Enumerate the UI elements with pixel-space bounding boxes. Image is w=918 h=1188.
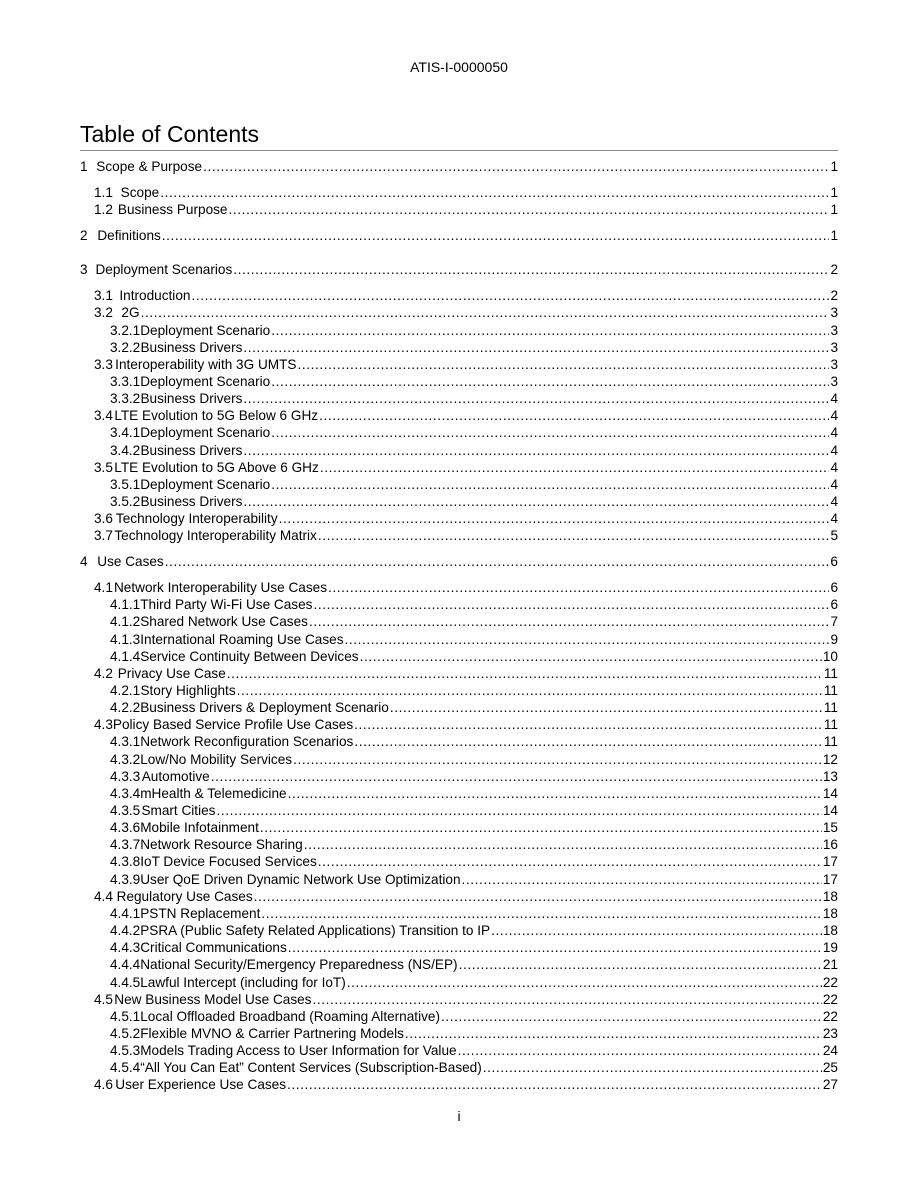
toc-entry[interactable] [110,683,838,700]
toc-entry[interactable] [110,803,838,820]
toc-entry-page: 4 [830,425,838,441]
toc-entry[interactable] [94,666,838,683]
toc-dot-leader [229,202,830,218]
toc-entry-page: 4 [830,494,838,510]
toc-entry-page: 4 [830,391,838,407]
toc-entry-page: 7 [830,614,838,630]
toc-entry-number: 4.4.2 [110,923,141,939]
toc-entry-number: 4.3.5 [110,803,141,818]
toc-dot-leader [233,262,829,278]
toc-entry[interactable] [110,597,838,614]
toc-dot-leader [354,717,823,733]
toc-entry-title: LTE Evolution to 5G Above 6 GHz [114,459,319,475]
toc-entry-number: 4.3.8 [110,854,141,870]
toc-entry-title: Automotive [141,768,210,784]
toc-entry-number: 4.5.4 [110,1060,141,1076]
toc-entry-number: 3.2.1 [110,322,141,338]
toc-entry-title: Network Interoperability Use Cases [113,580,328,596]
toc-entry-number: 1.2 [94,202,113,217]
toc-entry[interactable] [94,717,838,734]
toc-entry[interactable] [110,477,838,494]
toc-entry-number: 4.5 [94,991,113,1007]
toc-entry[interactable] [110,1009,838,1026]
toc-entry[interactable] [80,159,838,176]
toc-entry-page: 4 [830,459,838,475]
toc-entry-title: Critical Communications [140,940,287,956]
toc-entry-page: 18 [822,888,838,904]
toc-entry-title: International Roaming Use Cases [140,631,344,647]
toc-entry-title: Introduction [119,288,191,304]
toc-entry-page: 24 [822,1043,838,1059]
toc-entry-page: 14 [822,803,838,818]
toc-entry-title: Story Highlights [140,682,236,698]
toc-dot-leader [345,632,830,648]
toc-dot-leader [297,357,829,373]
toc-entry-number: 4.3.9 [110,871,141,887]
toc-entry-page: 22 [822,991,838,1007]
toc-entry-number: 3.3 [94,356,113,372]
toc-dot-leader [313,597,829,613]
toc-dot-leader [216,803,821,819]
toc-entry-number: 4.3.6 [110,820,141,836]
toc-entry-page: 1 [830,202,838,217]
toc-entry-number: 4.1.3 [110,631,141,647]
toc-entry[interactable] [110,374,838,391]
toc-entry-number: 4.2 [94,665,113,681]
toc-entry-page: 11 [823,665,838,681]
toc-entry-number: 4.2.2 [110,700,141,716]
toc-entry-title: Deployment Scenario [140,374,271,389]
toc-dot-leader [271,374,829,390]
toc-entry-title: mHealth & Telemedicine [140,785,287,801]
toc-dot-leader [243,443,829,459]
toc-dot-leader [165,554,830,570]
toc-entry[interactable] [110,837,838,854]
toc-entry-number: 3.5.2 [110,494,141,510]
toc-entry-title: Deployment Scenario [140,322,271,338]
toc-entry[interactable] [110,1026,838,1043]
toc-entry[interactable] [110,820,838,837]
toc-entry[interactable] [94,528,838,545]
toc-entry[interactable] [94,992,838,1009]
toc-entry-title: Business Drivers [140,339,243,355]
toc-entry[interactable] [80,228,838,245]
toc-entry[interactable] [80,554,838,571]
toc-entry-page: 19 [822,940,838,956]
toc-entry-title: Low/No Mobility Services [140,751,293,767]
toc-entry-title: Deployment Scenarios [95,262,233,278]
toc-entry-page: 15 [822,820,838,836]
toc-entry-number: 4.5.1 [110,1008,141,1024]
toc-entry-page: 11 [823,700,838,716]
toc-dot-leader [293,752,822,768]
toc-entry-number: 4.4.5 [110,974,141,990]
toc-entry-page: 23 [822,1025,838,1041]
toc-entry[interactable] [94,580,838,597]
toc-entry-page: 22 [822,974,838,990]
toc-entry[interactable] [80,262,838,279]
toc-entry-title: PSTN Replacement [140,905,261,921]
toc-entry-page: 16 [822,837,838,853]
toc-entry-title: Lawful Intercept (including for IoT) [140,974,346,990]
toc-entry-title: Deployment Scenario [140,476,271,492]
toc-dot-leader [483,1060,822,1076]
toc-entry[interactable] [110,632,838,649]
toc-entry-number: 4.4.4 [110,957,141,973]
toc-entry-title: Smart Cities [141,803,216,818]
toc-entry-title: Flexible MVNO & Carrier Partnering Models [140,1025,404,1041]
toc-entry[interactable] [110,391,838,408]
toc-entry[interactable] [110,1060,838,1077]
toc-entry-title: National Security/Emergency Preparedness (NS/EP) [140,957,458,973]
toc-dot-leader [309,614,829,630]
toc-dot-leader [243,391,829,407]
toc-entry-number: 3.5 [94,459,113,475]
toc-entry-title: User Experience Use Cases [115,1077,287,1093]
toc-entry-title: LTE Evolution to 5G Below 6 GHz [114,408,319,424]
toc-dot-leader [287,1077,822,1093]
toc-entry[interactable] [94,305,838,322]
toc-entry[interactable] [94,460,838,477]
toc-entry[interactable] [110,425,838,442]
toc-entry-title: User QoE Driven Dynamic Network Use Optimization [140,871,461,887]
toc-entry-number: 3.2.2 [110,339,141,355]
toc-entry-page: 1 [830,184,838,200]
toc-entry[interactable] [94,1077,838,1094]
toc-dot-leader [319,408,829,424]
toc-entry-title: Network Reconfiguration Scenarios [140,734,354,750]
toc-entry-title: Business Drivers [140,442,243,458]
toc-entry[interactable] [110,734,838,751]
toc-dot-leader [288,940,822,956]
toc-entry-title: PSRA (Public Safety Related Applications) Transition to IP [140,923,491,939]
toc-entry-number: 4.1.1 [110,597,141,613]
toc-entry-number: 3.3.1 [110,374,141,389]
toc-entry[interactable] [94,357,838,374]
toc-entry-number: 4.3.3 [110,768,141,784]
toc-entry-page: 25 [822,1060,838,1076]
toc-dot-leader [271,425,829,441]
toc-entry-page: 12 [822,751,838,767]
toc-entry[interactable] [94,202,838,219]
page-header: ATIS-I-0000050 [410,59,508,75]
toc-dot-leader [243,340,829,356]
toc-dot-leader [271,323,829,339]
toc-entry-title: Policy Based Service Profile Use Cases [112,717,354,733]
toc-dot-leader [160,185,829,201]
toc-entry-page: 11 [823,734,838,750]
toc-entry-number: 4.3.1 [110,734,141,750]
toc-entry-number: 4.1 [94,580,113,596]
toc-entry[interactable] [110,443,838,460]
toc-entry-page: 3 [830,305,838,321]
toc-entry[interactable] [94,889,838,906]
toc-entry-title: Scope & Purpose [96,159,203,174]
toc-entry-page: 18 [822,923,838,939]
toc-dot-leader [191,288,829,304]
toc-dot-leader [304,837,822,853]
toc-entry-page: 1 [830,159,838,174]
toc-entry-number: 2 [80,227,88,243]
toc-entry-page: 17 [822,871,838,887]
toc-entry[interactable] [110,1043,838,1060]
toc-entry-number: 3.7 [94,528,113,544]
toc-entry-title: Use Cases [97,554,164,570]
toc-dot-leader [320,460,830,476]
toc-entry[interactable] [110,700,838,717]
toc-entry[interactable] [110,940,838,957]
toc-dot-leader [318,854,822,870]
toc-entry-page: 2 [830,262,838,278]
toc-entry-title: Regulatory Use Cases [116,888,253,904]
toc-entry-title: Definitions [97,227,161,243]
toc-dot-leader [459,957,822,973]
toc-dot-leader [211,769,822,785]
toc-entry-title: Technology Interoperability [115,511,278,527]
toc-entry-page: 27 [822,1077,838,1093]
toc-dot-leader [462,872,822,888]
toc-entry-title: Deployment Scenario [140,425,271,441]
toc-entry-title: 2G [121,305,140,321]
toc-entry-number: 4.3 [94,717,113,733]
toc-entry-number: 3 [80,262,88,278]
toc-entry-number: 4.3.7 [110,837,141,853]
toc-entry-page: 1 [830,227,838,243]
toc-entry-page: 3 [830,374,838,389]
toc-entry-number: 4.1.4 [110,648,141,664]
toc-entry-title: Business Drivers & Deployment Scenario [140,700,389,716]
toc-entry-title: Models Trading Access to User Information for Value [140,1043,457,1059]
toc-entry-title: Shared Network Use Cases [140,614,308,630]
toc-entry-title: Business Purpose [117,202,228,217]
toc-entry-title: Mobile Infotainment [140,820,259,836]
toc-dot-leader [261,906,822,922]
toc-dot-leader [347,975,822,991]
toc-dot-leader [458,1043,822,1059]
toc-entry-number: 3.2 [94,305,113,321]
toc-dot-leader [360,649,822,665]
toc-entry[interactable] [110,649,838,666]
toc-dot-leader [243,494,829,510]
toc-entry-title: New Business Model Use Cases [114,991,312,1007]
toc-entry[interactable] [94,288,838,305]
toc-dot-leader [390,700,823,716]
toc-entry-number: 4.2.1 [110,682,141,698]
toc-entry-number: 1.1 [94,184,113,200]
toc-entry-title: Local Offloaded Broadband (Roaming Alternative) [140,1008,440,1024]
toc-entry-title: Network Resource Sharing [140,837,303,853]
toc-entry-page: 5 [830,528,838,544]
toc-entry-number: 3.5.1 [110,476,141,492]
toc-entry-number: 4.5.3 [110,1043,141,1059]
toc-entry-number: 1 [80,159,88,174]
toc-entry[interactable] [110,854,838,871]
toc-entry-page: 13 [822,768,838,784]
toc-entry-title: Privacy Use Case [117,665,226,681]
toc-dot-leader [441,1009,822,1025]
toc-entry-page: 11 [823,682,838,698]
toc-dot-leader [260,820,822,836]
toc-entry-number: 4.5.2 [110,1025,141,1041]
toc-entry-page: 4 [830,408,838,424]
toc-entry-page: 3 [830,356,838,372]
toc-entry-page: 10 [822,648,838,664]
toc-entry[interactable] [110,906,838,923]
toc-dot-leader [254,889,822,905]
toc-entry-number: 4 [80,554,88,570]
toc-entry-title: Technology Interoperability Matrix [114,528,317,544]
toc-entry-number: 4.4 [94,888,113,904]
toc-entry-page: 6 [830,580,838,596]
toc-entry-page: 4 [830,511,838,527]
toc-dot-leader [237,683,823,699]
page-number: i [457,1108,461,1124]
toc-dot-leader [162,228,830,244]
toc-dot-leader [312,992,821,1008]
toc-entry[interactable] [110,923,838,940]
toc-entry[interactable] [110,614,838,631]
toc-entry-number: 3.4.2 [110,442,141,458]
toc-entry[interactable] [110,957,838,974]
toc-entry-page: 4 [830,442,838,458]
toc-entry[interactable] [110,494,838,511]
toc-entry-number: 4.1.2 [110,614,141,630]
toc-entry-page: 3 [830,339,838,355]
toc-entry-number: 4.3.2 [110,751,141,767]
page-title: Table of Contents [80,121,260,147]
toc-entry-title: Business Drivers [140,494,243,510]
toc-entry[interactable] [110,323,838,340]
toc-entry[interactable] [94,511,838,528]
toc-entry-title: Interoperability with 3G UMTS [115,356,297,372]
toc-entry-page: 4 [830,476,838,492]
toc-entry-page: 22 [822,1008,838,1024]
toc-entry-page: 11 [823,717,838,733]
toc-entry-number: 4.3.4 [110,785,141,801]
toc-entry-number: 3.4 [94,408,113,424]
toc-entry[interactable] [110,786,838,803]
toc-entry-title: IoT Device Focused Services [140,854,317,870]
toc-entry-title: “All You Can Eat” Content Services (Subscription-Based) [140,1060,482,1076]
toc-dot-leader [328,580,829,596]
toc-dot-leader [491,923,822,939]
toc-dot-leader [271,477,829,493]
toc-entry-number: 3.6 [94,511,113,527]
toc-dot-leader [405,1026,822,1042]
toc-entry[interactable] [110,769,838,786]
toc-entry[interactable] [110,872,838,889]
toc-entry-page: 14 [822,785,838,801]
toc-dot-leader [227,666,823,682]
toc-dot-leader [203,159,829,175]
toc-entry-page: 21 [822,957,838,973]
toc-entry-page: 18 [822,905,838,921]
toc-entry-page: 6 [830,554,838,570]
toc-entry-number: 4.6 [94,1077,113,1093]
toc-dot-leader [354,734,823,750]
toc-entry-title: Business Drivers [140,391,243,407]
toc-dot-leader [318,528,830,544]
toc-entry-number: 4.4.3 [110,940,141,956]
toc-entry-number: 3.1 [94,288,113,304]
toc-dot-leader [288,786,822,802]
toc-entry[interactable] [94,185,838,202]
title-underline [80,150,838,151]
toc-entry[interactable] [110,752,838,769]
toc-entry[interactable] [110,975,838,992]
toc-entry[interactable] [94,408,838,425]
toc-entry-page: 3 [830,322,838,338]
toc-entry-number: 4.4.1 [110,905,141,921]
toc-entry-title: Third Party Wi-Fi Use Cases [140,597,313,613]
toc-entry[interactable] [110,340,838,357]
toc-entry-title: Scope [120,184,160,200]
toc-dot-leader [141,305,830,321]
toc-entry-title: Service Continuity Between Devices [140,648,359,664]
toc-entry-page: 17 [822,854,838,870]
toc-entry-page: 2 [830,288,838,304]
toc-entry-page: 6 [830,597,838,613]
toc-entry-number: 3.4.1 [110,425,141,441]
toc-entry-page: 9 [830,631,838,647]
toc-entry-number: 3.3.2 [110,391,141,407]
toc-dot-leader [279,511,830,527]
